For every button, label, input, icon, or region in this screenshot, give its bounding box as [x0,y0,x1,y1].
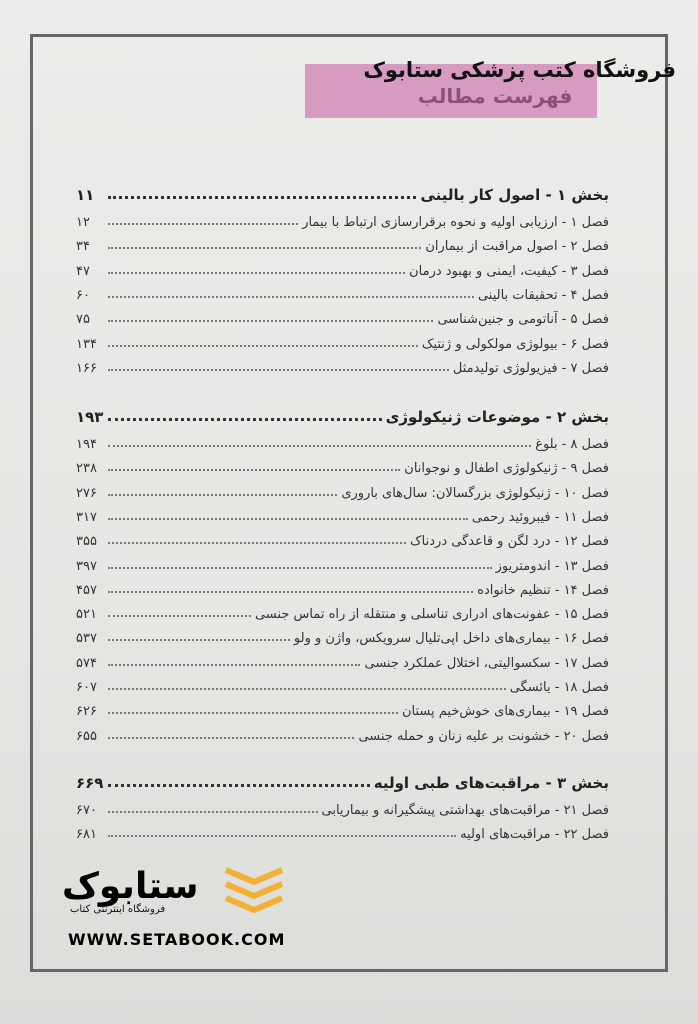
chapter-page-number: ۵۲۱ [76,607,97,623]
chapter-page-number: ۱۲ [76,215,90,230]
chapter-page-number: ۵۳۷ [76,631,97,647]
leader-dots [108,319,433,322]
part-title: بخش ۳ - مراقبت‌های طبی اولیه [373,774,609,792]
chapter-title: فصل ۲۲ - مراقبت‌های اولیه [460,827,609,843]
chapter-row [76,452,609,476]
chapter-row [76,206,609,230]
leader-dots [108,566,492,569]
leader-dots [108,590,473,593]
chapter-page-number: ۶۸۱ [76,827,97,843]
leader-dots [108,783,370,787]
chapter-row [76,428,609,452]
chapter-row [76,550,609,574]
leader-dots [108,295,474,298]
part-heading [76,180,609,204]
chapter-row [76,477,609,501]
chapter-row [76,794,609,818]
chapter-row [76,328,609,352]
site-url: WWW.SETABOOK.COM [68,930,286,949]
store-title: فروشگاه کتب پزشکی ستابوک [363,58,676,82]
chapter-row [76,255,609,279]
chapter-row [76,598,609,622]
chapter-row [76,279,609,303]
chapter-page-number: ۳۱۷ [76,509,97,525]
part-title: بخش ۲ - موضوعات ژنیکولوژی [385,408,609,426]
chapter-row [76,303,609,327]
part-page-number: ۶۶۹ [76,774,104,792]
chapter-page-number: ۵۷۴ [76,655,97,671]
leader-dots [108,736,354,739]
chapter-page-number: ۱۶۶ [76,360,97,376]
chapter-title: فصل ۱۹ - بیماری‌های خوش‌خیم پستان [402,704,609,720]
chapter-row [76,352,609,376]
chapter-page-number: ۷۵ [76,312,90,328]
chapter-title: فصل ۸ - بلوغ [535,437,609,452]
leader-dots [108,517,468,520]
chapter-title: فصل ۴ - تحقیقات بالینی [477,287,609,303]
chapter-page-number: ۲۷۶ [76,485,97,501]
chapter-row [76,230,609,254]
leader-dots [108,687,506,690]
logo-tagline: فروشگاه اینترنتی کتاب [70,904,166,915]
chapter-title: فصل ۷ - فیزیولوژی تولیدمثل [452,360,609,376]
chapter-title: فصل ۲ - اصول مراقبت از بیماران [425,239,609,255]
chapter-page-number: ۴۵۷ [76,582,97,598]
leader-dots [108,344,418,347]
chapter-title: فصل ۱۱ - فیبروئید رحمی [471,509,609,525]
chapter-title: فصل ۱۸ - یائسگی [509,680,609,695]
leader-dots [108,711,398,714]
chapter-title: فصل ۱۷ - سکسوالیتی، اختلال عملکرد جنسی [364,655,609,671]
chapter-page-number: ۶۵۵ [76,728,97,744]
leader-dots [108,368,449,371]
chapter-page-number: ۱۳۴ [76,336,97,352]
chapter-title: فصل ۱۴ - تنظیم خانواده [477,582,609,598]
leader-dots [108,417,382,421]
leader-dots [108,834,456,837]
part-title: بخش ۱ - اصول کار بالینی [420,186,609,204]
chapter-title: فصل ۳ - کیفیت، ایمنی و بهبود درمان [409,263,609,279]
chapter-title: فصل ۱۶ - بیماری‌های داخل اپی‌تلیال سرویکس، واژن و ولو [293,631,609,647]
chapter-page-number: ۳۴ [76,239,90,255]
chapter-page-number: ۲۳۸ [76,461,97,477]
leader-dots [108,468,400,471]
chapter-page-number: ۱۹۴ [76,437,97,452]
chapter-row [76,818,609,842]
leader-dots [108,541,406,544]
chapter-row [76,671,609,695]
toc-heading: فهرست مطالب [417,84,573,108]
chapter-title: فصل ۱۲ - درد لگن و قاعدگی دردناک [410,534,609,550]
chapter-title: فصل ۵ - آناتومی و جنین‌شناسی [437,312,609,328]
chapter-page-number: ۶۷۰ [76,803,97,818]
chapter-row [76,525,609,549]
part-heading [76,402,609,426]
leader-dots [108,638,290,641]
chapter-page-number: ۶۲۶ [76,704,97,720]
leader-dots [108,271,405,274]
chapter-page-number: ۶۰۷ [76,680,97,695]
chapter-title: فصل ۶ - بیولوژی مولکولی و ژنتیک [421,336,609,352]
leader-dots [108,195,416,199]
leader-dots [108,614,251,617]
chapter-title: فصل ۱۵ - عفونت‌های ادراری تناسلی و منتقله از راه تماس جنسی [254,607,609,623]
chapter-page-number: ۳۵۵ [76,534,97,550]
leader-dots [108,663,360,666]
chapter-page-number: ۶۰ [76,287,90,303]
book-stack-icon [222,862,286,914]
chapter-row [76,622,609,646]
leader-dots [108,246,421,249]
chapter-title: فصل ۲۱ - مراقبت‌های بهداشتی پیشگیرانه و بیماریابی [321,803,609,818]
chapter-row [76,720,609,744]
leader-dots [108,810,318,813]
part-page-number: ۱۹۳ [76,408,104,426]
chapter-page-number: ۴۷ [76,263,90,279]
chapter-row [76,501,609,525]
leader-dots [108,444,531,447]
leader-dots [108,222,298,225]
chapter-title: فصل ۱۰ - ژنیکولوژی بزرگسالان: سال‌های باروری [341,485,609,501]
chapter-page-number: ۳۹۷ [76,558,97,574]
chapter-row [76,695,609,719]
part-heading [76,768,609,792]
chapter-row [76,574,609,598]
chapter-title: فصل ۹ - ژنیکولوژی اطفال و نوجوانان [404,461,609,477]
leader-dots [108,493,337,496]
chapter-title: فصل ۱ - ارزیابی اولیه و نحوه برقرارسازی ارتباط با بیمار [302,215,609,230]
chapter-row [76,647,609,671]
logo-wordmark: ستابوک [62,866,199,907]
part-page-number: ۱۱ [76,186,95,204]
chapter-title: فصل ۲۰ - خشونت بر علیه زنان و حمله جنسی [358,728,609,744]
chapter-title: فصل ۱۳ - اندومتریوز [495,558,609,574]
